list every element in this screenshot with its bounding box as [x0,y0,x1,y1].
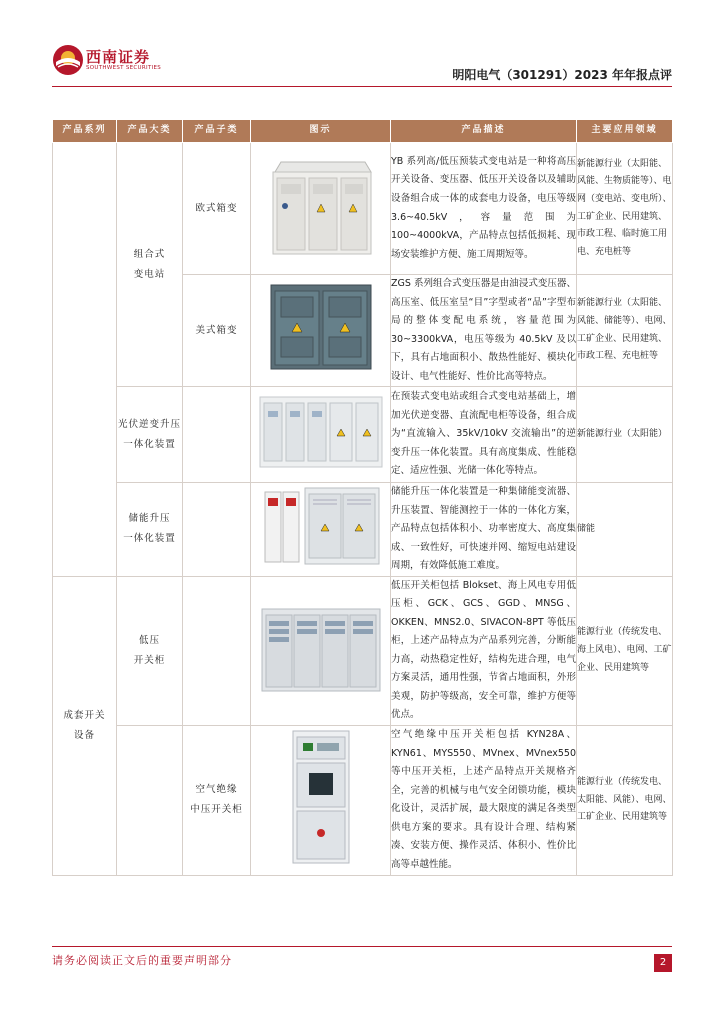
page-number: 2 [654,954,672,972]
logo-text-en: SOUTHWEST SECURITIES [86,65,162,71]
product-image-cell [251,483,391,577]
product-image-cell [251,143,391,275]
series-cell-empty [53,143,117,577]
table-row [53,143,673,275]
table-header-row [53,120,673,143]
us-box-transformer-image [261,279,381,375]
product-applications: 新能源行业（太阳能、风能、储能等）、电网、工矿企业、民用建筑、市政工程、充电桩等 [577,275,673,387]
product-applications: 新能源行业（太阳能） [577,387,673,483]
storage-booster-image [259,484,383,568]
product-image-cell [251,725,391,875]
product-applications: 储能 [577,483,673,577]
header-divider [52,86,672,87]
subcategory-cell-empty [183,483,251,577]
subcategory-cell: 空气绝缘 中压开关柜 [183,725,251,875]
col-header-description: 产品描述 [391,120,577,143]
subcategory-cell: 美式箱变 [183,275,251,387]
page-header [0,0,724,90]
category-cell-empty [117,725,183,875]
subcategory-cell: 欧式箱变 [183,143,251,275]
air-insulated-mv-switchgear-image [281,727,361,867]
col-header-series: 产品系列 [53,120,117,143]
table-row [53,576,673,725]
category-cell: 组合式 变电站 [117,143,183,387]
product-applications: 新能源行业（太阳能、风能、生物质能等）、电网（变电站、变电所）、工矿企业、民用建筑、市政工程、临时施工用电、充电桩等 [577,143,673,275]
low-voltage-switchgear-image [258,595,384,699]
category-cell: 储能升压 一体化装置 [117,483,183,577]
subcategory-cell-empty [183,576,251,725]
col-header-image: 图示 [251,120,391,143]
col-header-applications: 主要应用领域 [577,120,673,143]
footer-divider [52,946,672,947]
product-image-cell [251,275,391,387]
product-applications: 能源行业（传统发电、海上风电）、电网、工矿企业、民用建筑等 [577,576,673,725]
product-description: YB 系列高/低压预装式变电站是一种将高压开关设备、变压器、低压开关设备以及辅助设备组合成一体的成套电力设备，电压等级 3.6~40.5kV，容量范围为 100~4000kVA，产品特点包括低损耗、现场安装维护方便、施工周期短等。 [391,143,577,275]
table-row [53,387,673,483]
category-cell: 低压 开关柜 [117,576,183,725]
product-table [52,119,673,876]
report-title: 明阳电气（301291）2023 年年报点评 [452,68,672,82]
product-applications: 能源行业（传统发电、太阳能、风能）、电网、工矿企业、民用建筑等 [577,725,673,875]
table-row [53,483,673,577]
southwest-securities-logo-icon [52,44,84,76]
logo-text-cn: 西南证券 [86,48,151,66]
euro-box-transformer-image [261,150,381,260]
company-logo [52,44,182,76]
product-image-cell [251,387,391,483]
col-header-category: 产品大类 [117,120,183,143]
category-cell: 光伏逆变升压 一体化装置 [117,387,183,483]
product-description: 低压开关柜包括 Blokset、海上风电专用低压柜、GCK、GCS、GGD、MNSG、OKKEN、MNS2.0、SIVACON-8PT 等低压柜，上述产品特点为产品系列完善，分断能力高，动热稳定性好，结构先进合理，电气方案灵活，通用性强，节省占地面积，外形美观，防护等级高，安全可靠，维护方便等优点。 [391,576,577,725]
product-description: 在预装式变电站或组合式变电站基础上，增加光伏逆变器、直流配电柜等设备，组合成为“直流输入、35kV/10kV 交流输出”的逆变升压一体化装置。具有高度集成、性能稳定、适应性强、光储一体化等特点。 [391,387,577,483]
product-description: 储能升压一体化装置是一种集储能变流器、升压装置、智能测控于一体的一体化方案，产品特点包括体积小、功率密度大、高度集成、一致性好，可快速并网、缩短电站建设周期，有效降低施工难度。 [391,483,577,577]
table-row [53,725,673,875]
col-header-subcategory: 产品子类 [183,120,251,143]
disclaimer-note: 请务必阅读正文后的重要声明部分 [52,954,232,967]
product-image-cell [251,576,391,725]
product-description: ZGS 系列组合式变压器是由油浸式变压器、高压室、低压室呈“目”字型或者“品”字型布局的整体变配电系统，容量范围为 30~3300kVA，电压等级为 40.5kV 及以下，具有占地面积小、散热性能好、模块化设计、电气性能好、性价比高等特点。 [391,275,577,387]
subcategory-cell-empty [183,387,251,483]
pv-inverter-booster-image [256,389,386,473]
series-cell: 成套开关 设备 [53,576,117,875]
product-description: 空气绝缘中压开关柜包括 KYN28A、KYN61、MYS550、MVnex、MVnex550 等中压开关柜，上述产品特点开关规格齐全，完善的机械与电气安全闭锁功能，模块化设计，灵活扩展，最大限度的满足各类型供电方案的要求。具有设计合理、结构紧凑、安装方便、操作灵活、体积小、性价比高等卓越性能。 [391,725,577,875]
